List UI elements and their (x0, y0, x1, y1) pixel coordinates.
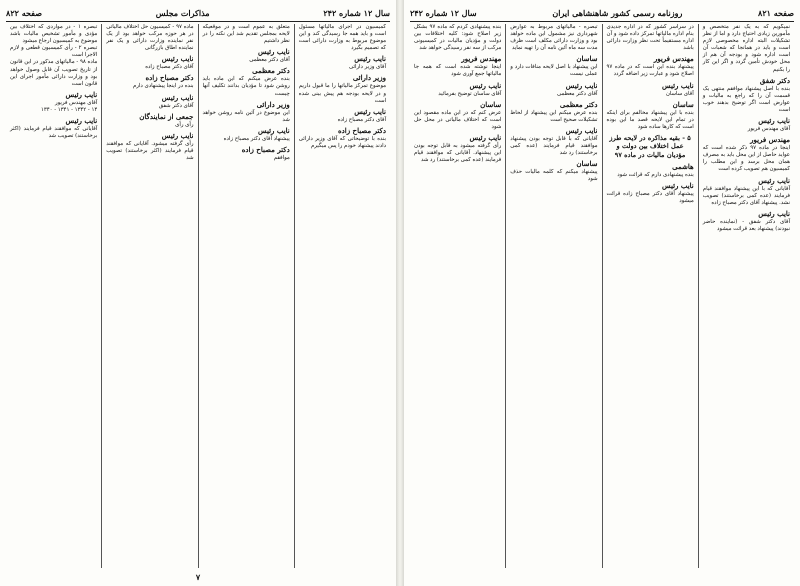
speaker-name: نایب رئیس (161, 54, 194, 64)
speaker-name: نایب رئیس (65, 89, 98, 99)
text-column (101, 24, 197, 568)
left-footer-page-number: ۷ (195, 572, 201, 582)
left-issue: سال ۱۲ شماره ۲۴۲ (323, 8, 390, 18)
paragraph: موافقم (273, 154, 290, 161)
speaker-name: دکتر معظمی (252, 66, 290, 76)
paragraph: بنده پیشنهادی دارم که قرائت شود (617, 172, 694, 179)
paragraph: موضوع تمرکز مالیاتها را ما قبول داریم و در لایحه بودجه هم پیش بینی شده است (297, 83, 386, 104)
paragraph: بنده با اصل پیشنهاد موافقم منتهی یک قسمت آن را که راجع به مالیات و عوارض است اگر توضیح بدهند خوب است (701, 85, 790, 113)
left-page-label: صفحه ۸۲۲ (6, 8, 42, 18)
paragraph: آقایانی که با قابل توجه بودن پیشنهاد موافقند قیام فرمایند (عده کمی برخاستند) رد شد (508, 135, 598, 157)
section-heading: ۵ - بقیه مذاکره در لایحه طرز عمل اختلاف بین دولت و مؤدیان مالیات در ماده ۹۷ (607, 133, 691, 159)
right-running-header (410, 6, 794, 20)
speaker-name: نایب رئیس (565, 80, 598, 90)
right-columns (410, 24, 794, 568)
paragraph: ۱۴ - ۱۳۴۲ - ۱۳۴۱ - ۱۳۴۰ (40, 106, 98, 113)
right-issue: سال ۱۲ شماره ۲۴۲ (410, 8, 477, 18)
paragraph: بنده عرض میکنم که این ماده باید روشن شود تا مؤدیان بدانند تکلیف آنها چیست (200, 76, 290, 97)
paragraph: پیشنهاد میکنم که کلمه مالیات حذف شود (508, 169, 598, 183)
paragraph: تبصره ۲ - رأی کمیسیون قطعی و لازم الاجرا است (8, 45, 98, 59)
speaker-name: نایب رئیس (161, 130, 194, 140)
speaker-name: نایب رئیس (758, 208, 790, 218)
speaker-name: مهندس فریور (653, 54, 694, 64)
paragraph: آقایانی که موافقند قیام فرمایند (اکثر برخاستند) تصویب شد (8, 126, 98, 140)
speaker-name: ساسان (672, 99, 694, 109)
paragraph: پیشنهاد بنده این است که در ماده ۹۷ اصلاح شود و عبارت زیر اضافه گردد (604, 64, 694, 78)
speaker-name: دکتر شفق (759, 75, 790, 85)
paragraph: آقای دکتر مصباح زاده (145, 64, 194, 71)
paragraph: ماده ۹۷ - کمیسیون حل اختلاف مالیاتی در هر حوزه مرکب خواهد بود از یک نفر نماینده وزارت دارائی و یک نفر نماینده اطاق بازرگانی (104, 24, 194, 52)
left-columns (6, 24, 390, 568)
speaker-name: جمعی از نمایندگان (139, 111, 194, 121)
speaker-name: دکتر مصباح زاده (241, 144, 290, 154)
speaker-name: ساسان (576, 54, 598, 64)
speaker-name: نایب رئیس (565, 125, 598, 135)
left-page (0, 0, 396, 586)
speaker-name: نایب رئیس (65, 116, 98, 126)
text-column (6, 24, 101, 568)
text-column (602, 24, 698, 568)
paragraph: پیشنهاد آقای دکتر مصباح زاده (223, 135, 290, 142)
paragraph: این پیشنهاد با اصل لایحه منافات دارد و عملی نیست (508, 64, 598, 78)
text-column (505, 24, 601, 568)
paragraph: آقایانی که با این پیشنهاد موافقند قیام فرمایند (عده کمی برخاستند) تصویب نشد. پیشنهاد آقای دکتر مصباح زاده (701, 185, 790, 206)
paragraph: کمیسیون در اجرای مالیاتها مسئول است و باید همه جا رسیدگی کند و این موضوع مربوط به وزارت دارائی است که تصمیم بگیرد (297, 24, 386, 52)
text-column (294, 24, 390, 568)
text-column (410, 24, 505, 568)
speaker-name: نایب رئیس (469, 80, 502, 90)
paragraph: این موضوع در آئین نامه روشن خواهد شد (200, 109, 290, 123)
paragraph: بنده با این پیشنهاد مخالفم برای اینکه در تمام این لایحه قصد ما این بوده است که کارها ساده شود (604, 109, 694, 130)
paragraph: عرض کنم که در این ماده مقصود این است که اختلاف مالیاتی در محل حل شود (412, 109, 502, 130)
paragraph: آقای دکتر شفق - (نماینده حاضر نبودند) پیشنهاد بعد قرائت میشود (701, 218, 790, 232)
paragraph: آقای دکتر مصباح زاده (337, 116, 386, 123)
speaker-name: وزیر دارائی (352, 73, 386, 83)
paragraph: بنده عرض میکنم این پیشنهاد از لحاظ تشکیلات صحیح است (508, 109, 598, 123)
paragraph: بنده با توضیحاتی که آقای وزیر دارائی دادند پیشنهاد خودم را پس میگیرم (297, 135, 386, 149)
speaker-name: نایب رئیس (161, 92, 194, 102)
speaker-name: نایب رئیس (354, 54, 386, 64)
paragraph: ماده ۹۸ - مالیاتهای مذکور در این قانون از تاریخ تصویب آن قابل وصول خواهد بود و وزارت دارائی مأمور اجرای این قانون است (8, 59, 98, 87)
right-header-rule (410, 21, 794, 22)
text-column (698, 24, 794, 568)
speaker-name: ساسان (576, 159, 598, 169)
speaker-name: وزیر دارائی (256, 99, 290, 109)
speaker-name: نایب رئیس (469, 132, 502, 142)
paragraph: رأی گرفته میشود. آقایانی که موافقند قیام فرمایند (اکثر برخاستند) تصویب شد (104, 140, 194, 161)
paragraph: تبصره ۱ - در مواردی که اختلاف بین مؤدی و مأمور تشخیص مالیات باشد موضوع به کمیسیون ارجاع میشود (8, 24, 98, 45)
paragraph: آقای مهندس فریور (747, 126, 790, 133)
paragraph: رأی رأی (175, 121, 194, 128)
speaker-name: نایب رئیس (258, 47, 290, 57)
paragraph: نمیگویم که به یک نفر متخصص و مأمورین زیادی احتیاج دارد و اما از نظر تشکیلات البته اداره مخصوصی لازم است و باید در همانجا که شعبات آن است اداره شود و بودجه آن هم از محل خودش تأمین گردد و اگر این کار را بکنیم (701, 24, 790, 73)
paragraph: متعلق به عموم است و در موقعیکه لایحه بمجلس تقدیم شد این نکته را در نظر داشتیم (200, 24, 290, 45)
left-running-header (6, 6, 390, 20)
paragraph: رأی گرفته میشود به قابل توجه بودن این پیشنهاد. آقایانی که موافقند قیام فرمایند (عده کمی برخاستند) رد شد (412, 142, 502, 164)
speaker-name: دکتر مصباح زاده (338, 125, 386, 135)
text-column (198, 24, 294, 568)
left-title: مذاکرات مجلس (155, 8, 210, 18)
right-title: روزنامه رسمی کشور شاهنشاهی ایران (552, 8, 683, 18)
right-page-label: صفحه ۸۲۱ (758, 8, 794, 18)
speaker-name: مهندس فریور (750, 135, 790, 145)
speaker-name: دکتر مصباح زاده (145, 73, 194, 83)
speaker-name: نایب رئیس (758, 116, 790, 126)
paragraph: اینجا در ماده ۹۷ ذکر شده است که عواید حاصل از این محل باید به مصرف همان محل برسد و این مطلب را کمیسیون هم تصویب کرده است (701, 145, 790, 173)
speaker-name: نایب رئیس (662, 181, 694, 191)
speaker-name: ساسان (480, 99, 502, 109)
paragraph: آقای وزیر دارائی (348, 64, 386, 71)
speaker-name: دکتر معظمی (559, 99, 598, 109)
speaker-name: نایب رئیس (662, 80, 694, 90)
paragraph: اینجا نوشته شده است که همه جا مالیاتها جمع آوری شود (412, 64, 502, 78)
speaker-name: نایب رئیس (258, 125, 290, 135)
book-gutter (396, 0, 404, 586)
paragraph: بنده در اینجا پیشنهادی دارم (132, 83, 194, 90)
paragraph: بنده پیشنهادی کردم که ماده ۹۷ بشکل زیر اصلاح شود: کلیه اختلافات بین دولت و مؤدیان مالیات در کمیسیونی مرکب از سه نفر رسیدگی خواهد شد (412, 24, 502, 52)
paragraph: آقای دکتر معظمی (557, 90, 598, 97)
paragraph: آقای مهندس فریور (55, 99, 98, 106)
paragraph: پیشنهاد آقای دکتر مصباح زاده قرائت میشود (604, 191, 694, 205)
right-page (404, 0, 800, 586)
speaker-name: نایب رئیس (758, 175, 790, 185)
paragraph: آقای ساسان توضیح بفرمائید (438, 90, 502, 97)
paragraph: آقای ساسان (665, 90, 694, 97)
paragraph: آقای دکتر شفق (158, 102, 194, 109)
paragraph: تبصره - مالیاتهای مربوط به عوارض شهرداری نیز مشمول این ماده خواهد بود و وزارت دارائی مکلف است ظرف مدت سه ماه آئین نامه آن را تهیه نماید (508, 24, 598, 52)
speaker-name: هاشمی (672, 162, 694, 172)
paragraph: آقای دکتر معظمی (249, 57, 290, 64)
speaker-name: نایب رئیس (354, 106, 386, 116)
paragraph: در سراسر کشور که در اداره جدیدی بنام اداره مالیاتها تمرکز داده شود و آن اداره مستقیماً تحت نظر وزارت دارائی باشد (604, 24, 694, 52)
left-header-rule (6, 21, 390, 22)
speaker-name: مهندس فریور (461, 54, 502, 64)
